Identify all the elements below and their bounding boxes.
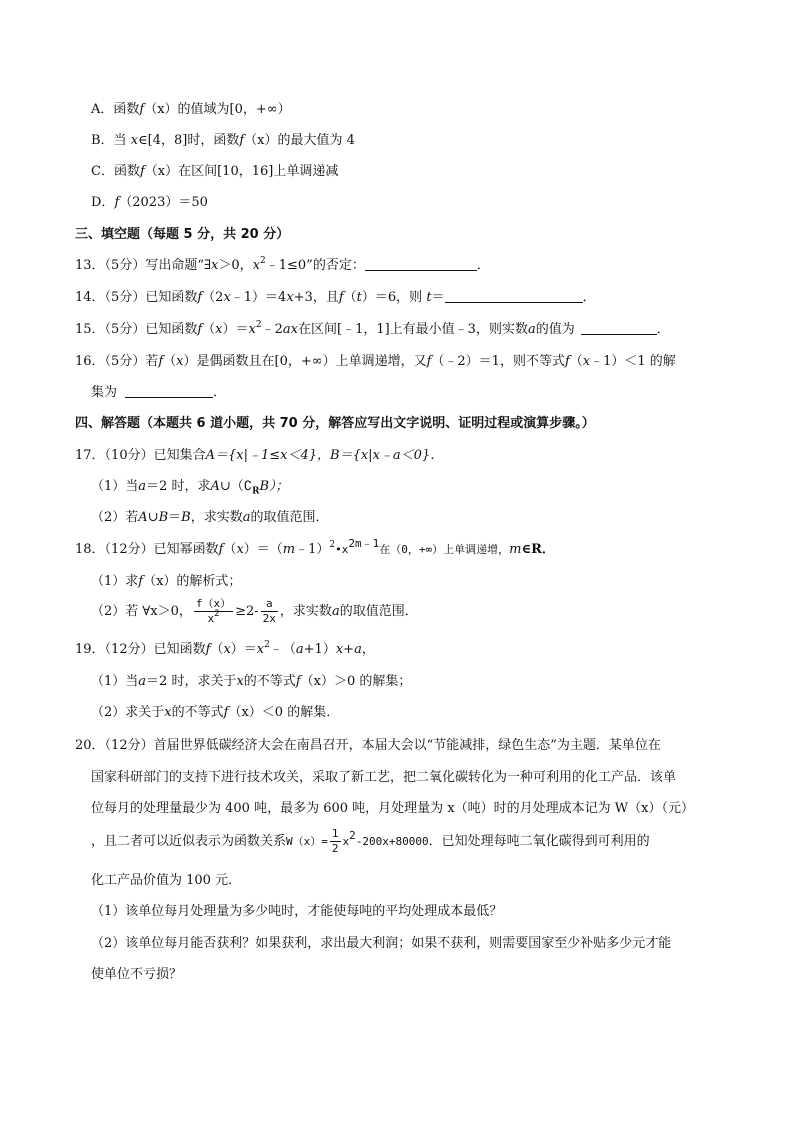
question-18-part-2 [91,594,418,630]
var-f: f [139,102,145,117]
fraction-a-over-2x [261,597,278,626]
var-a: a [295,642,304,657]
question-20-line-5: 化工产品价值为 100 元． [91,873,242,888]
part-text: （x）的解析式； [143,574,242,589]
fraction-denominator: 2x [262,612,276,625]
exponent: 2 [264,640,270,650]
option-c-prefix: C．函数 [91,164,140,179]
question-17-part-1 [91,477,289,497]
question-16-line-1 [75,352,676,372]
question-score: （5分） [104,290,146,305]
question-20-line-4 [91,824,650,860]
question-19-part-1 [91,672,411,692]
question-text: ，且二者可以近似表示为函数关系 [91,834,287,849]
var-x: x [236,542,244,557]
exponent: 2 [255,320,262,330]
question-number: 20． [75,738,105,753]
var-x: x [335,642,344,657]
option-a-text: 的值域为[0，+∞） [177,102,291,117]
question-end: ． [582,290,596,305]
var-a: a [138,674,147,689]
answer-blank[interactable] [125,383,213,398]
question-text: （ [210,642,224,657]
var-x: x [236,674,244,689]
part-text: ∪ [147,510,159,525]
fraction-denominator: 2 [331,842,339,855]
var-f: f [338,290,344,305]
fraction-numerator: a [261,597,278,612]
var-b-set: B [158,510,169,525]
var-x: x [215,322,223,337]
question-text: + [343,642,355,657]
question-19-part-2 [91,703,339,723]
question-15 [75,320,670,340]
question-number: 13． [75,258,105,273]
part-text: ≥2- [235,604,259,619]
question-text: ）＝6，则 [361,290,427,305]
fraction-denominator [194,609,233,626]
question-number: 16． [75,354,105,369]
part-text: ，求实数 [279,604,332,619]
var-x: x [248,322,256,337]
var-x: x [176,354,184,369]
question-text: ﹣1） [295,542,330,557]
var-f: f [197,290,203,305]
var-x: x [290,322,298,337]
part-text: （1）当 [91,479,139,494]
question-text: ）＝ [230,642,257,657]
question-text: （ [223,542,237,557]
question-text: ﹣1）＝4 [230,290,287,305]
question-text: ＞0， [218,258,253,273]
exponent: 2m﹣1 [348,537,380,550]
var-f: f [114,195,120,210]
question-18-part-1 [91,572,241,592]
var-f: f [158,354,164,369]
question-text: 已知函数 [145,290,198,305]
question-text: 首届世界低碳经济大会在南昌召开，本届大会以“节能减排，绿色生态”为主题．某单位在 [153,738,661,753]
question-text: +1） [303,642,336,657]
question-text: ﹣1≤0”的否定： [265,258,365,273]
question-20-part-1: （1）该单位每月处理量为多少吨时，才能使每吨的平均处理成本最低？ [91,904,503,919]
power-base: •x [335,543,349,556]
question-text: 已知集合 [153,448,206,463]
option-d [91,193,208,213]
part-text: ＝2 时，求关于 [146,674,237,689]
var-b-set: B [181,510,191,525]
question-20-line-1 [75,736,661,756]
subscript-r: R [252,486,260,497]
var-x: x [223,642,231,657]
part-text: （1）当 [91,674,139,689]
answer-blank[interactable] [445,288,583,303]
part-text: （1）求 [91,574,139,589]
question-text: （﹣2）＝1，则不等式 [431,354,565,369]
question-18 [75,537,555,560]
question-19 [75,640,375,660]
part-text: （x）＜0 的解集． [228,705,340,720]
question-score: （10分） [104,448,154,463]
section-fill-in-title: 三、填空题（每题 5 分，共 20 分） [75,227,290,242]
var-a: a [527,322,536,337]
question-14 [75,288,596,308]
var-x: x [582,354,591,369]
exponent: 2 [214,609,220,619]
fraction-one-half [330,827,341,856]
question-text: 在区间[﹣1，1]上有最小值﹣3，则实数 [298,322,528,337]
var-x: x [256,642,265,657]
fraction-numerator: f（x） [195,597,232,610]
var-f: f [138,574,144,589]
part-text: 的不等式 [171,705,224,720]
option-b-prefix: B．当 [91,133,131,148]
question-text: ﹣1）＜1 的解 [590,354,676,369]
var-a: a [242,510,251,525]
question-number: 14． [75,290,105,305]
var-m: m [282,542,296,557]
part-text: （x）＞0 的解集； [300,674,412,689]
exponent: 2 [329,540,336,550]
set-a: A＝{x|﹣1≤x＜4}， [205,448,331,463]
question-score: （5分） [104,354,146,369]
question-text: ﹣（ [269,642,296,657]
question-20-part-2-line-2: 使单位不亏损？ [91,967,183,982]
exponent: 2 [349,829,356,842]
question-text: 已知函数 [153,642,206,657]
answer-blank[interactable] [365,256,477,271]
var-f: f [139,164,145,179]
fraction-fx-over-x2 [194,597,233,626]
question-text: （ [343,290,357,305]
var-f: f [218,542,224,557]
part-text: ，求实数 [190,510,243,525]
option-d-prefix: D． [91,195,115,210]
formula-x: x [342,835,350,848]
var-x: x [252,258,260,273]
option-a [91,100,291,120]
question-number: 19． [75,642,105,657]
question-text: 的值为 [535,322,575,337]
question-number: 17． [75,448,105,463]
part-text: （2）若 [91,510,139,525]
question-text: ＝ [431,290,445,305]
option-b-text: 的最大值为 4 [277,133,355,148]
set-b: B＝{x|x﹣a＜0}． [330,448,444,463]
var-fx: （x） [144,102,178,117]
var-x: x [223,290,231,305]
question-text: ．已知处理每吨二氧化碳得到可利用的 [428,834,650,849]
exponent: 2 [260,256,266,266]
var-f: f [426,354,432,369]
question-20-part-2-line-1: （2）该单位每月能否获利？如果获利，求出最大利润；如果不获利，则需要国家至少补贴多少元才能 [91,936,672,951]
var-a: a [282,322,291,337]
part-text: ＝2 时，求 [146,479,211,494]
part-text: （2）求关于 [91,705,165,720]
var-t: t [356,290,362,305]
question-text: （ [163,354,177,369]
var-a: a [331,604,340,619]
var-a-set: A [210,479,220,494]
question-text: ∈R． [521,542,555,557]
var-m: m [509,542,522,557]
var-x: x [286,290,294,305]
option-b-mid: ∈[4，8]时，函数 [138,133,240,148]
var-a: a [354,642,362,657]
var-f: f [205,642,211,657]
formula-rest: -200x+80000 [355,835,429,848]
section-answer-title: 四、解答题（本题共 6 道小题，共 70 分，解答应写出文字说明、证明过程或演算步骤。） [75,416,595,431]
question-text: ）＝（ [243,542,283,557]
part-text: ∪（∁ [219,479,253,494]
var-fx: （x） [144,164,179,179]
answer-blank[interactable] [581,320,657,335]
question-17-part-2 [91,508,329,528]
question-text: 集为 [91,385,118,400]
function-w: W（x）= [286,835,328,848]
question-text: 若 [145,354,159,369]
fraction-denominator-base: x [207,612,215,625]
question-20-line-2: 国家科研部门的支持下进行技术攻关，采取了新工艺，把二氧化碳转化为一种可利用的化工产品．该单 [91,770,677,785]
question-text: +3，且 [293,290,339,305]
question-text: （2 [202,290,224,305]
part-text: 的取值范围． [250,510,329,525]
question-text: ﹣2 [261,322,283,337]
question-text: 已知函数 [145,322,198,337]
var-f: f [223,705,229,720]
part-text: 的取值范围． [339,604,418,619]
var-a-set: A [138,510,148,525]
question-17 [75,446,443,466]
var-x: x [130,133,139,148]
question-score: （5分） [104,322,146,337]
question-text: 在（0，+∞）上单调递增， [379,543,510,556]
question-13 [75,256,490,276]
question-text: 已知幂函数 [153,542,219,557]
question-number: 15． [75,322,105,337]
var-f: f [197,322,203,337]
question-score: （12分） [104,542,154,557]
part-text: 的不等式 [243,674,296,689]
var-f: f [564,354,570,369]
question-end: ． [213,385,227,400]
fraction-numerator: 1 [331,827,339,840]
option-a-prefix: A．函数 [91,102,140,117]
option-d-text: （2023）＝50 [119,195,208,210]
question-end: ． [476,258,490,273]
var-t: t [426,290,432,305]
var-fx: （x） [244,133,278,148]
option-c-text: 在区间[10，16]上单调递减 [178,164,339,179]
var-a: a [138,479,147,494]
question-text: 写出命题“∃ [145,258,212,273]
question-text: ）＝ [222,322,249,337]
question-number: 18． [75,542,105,557]
part-text: ＝ [168,510,182,525]
var-f: f [239,133,245,148]
question-text: （ [202,322,216,337]
option-b [91,131,355,151]
option-c [91,162,338,182]
question-end: ． [656,322,670,337]
var-x: x [211,258,219,273]
question-score: （5分） [104,258,146,273]
var-x: x [164,705,172,720]
question-20-line-3: 位每月的处理量最少为 400 吨，最多为 600 吨，月处理量为 x（吨）时的月处理成本记为 W（x）（元） [91,801,694,816]
question-text: （ [569,354,583,369]
question-text: ）是偶函数且在[0，+∞）上单调递增，又 [183,354,427,369]
var-f: f [295,674,301,689]
part-text: （2）若 ∀x＞0， [91,604,192,619]
question-text: ， [361,642,375,657]
part-text: B）； [259,479,289,494]
question-score: （12分） [104,642,154,657]
question-16-line-2 [91,383,226,403]
question-score: （12分） [104,738,154,753]
